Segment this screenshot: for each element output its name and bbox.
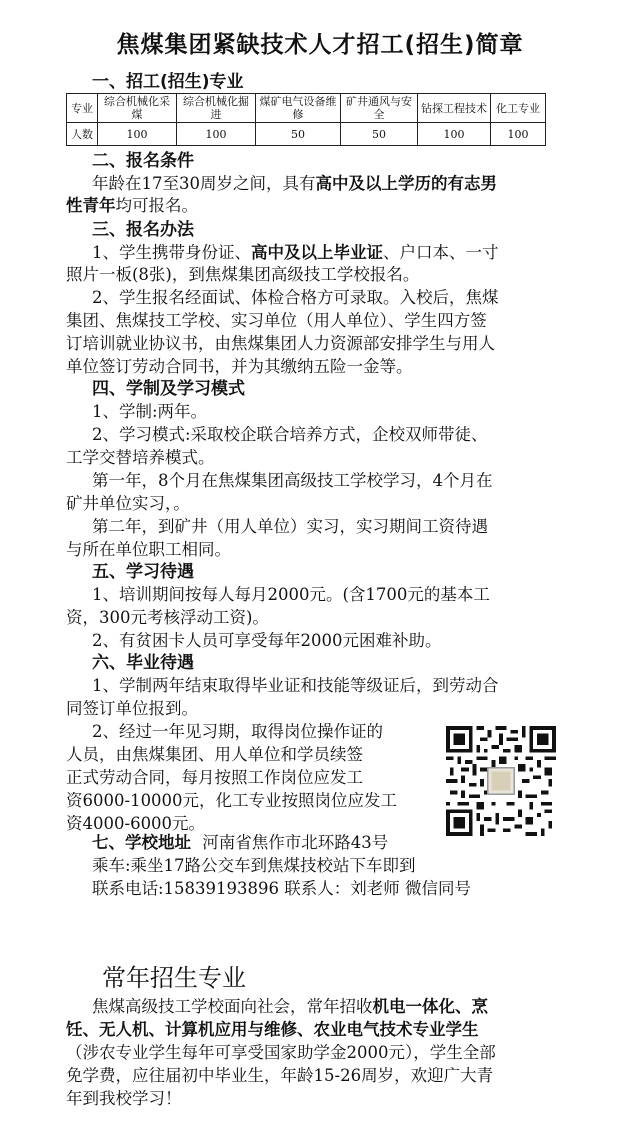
section-6-line: 1、学制两年结束取得毕业证和技能等级证后，到劳动合 xyxy=(92,676,499,695)
section-2-heading: 二、报名条件 xyxy=(92,151,194,171)
text: 1、学生携带身份证、 xyxy=(92,243,251,262)
table-cell: 综合机械化掘进 xyxy=(177,94,256,123)
table-cell: 矿井通风与安全 xyxy=(341,94,418,123)
table-row xyxy=(67,94,546,123)
table-cell: 100 xyxy=(98,123,177,146)
annual-enrollment-heading: 常年招生专业 xyxy=(102,964,246,992)
contact-info: 联系电话:15839193896 联系人：刘老师 微信同号 xyxy=(92,879,472,898)
section-4-line: 矿井单位实习，。 xyxy=(66,494,190,513)
section-6-line: 同签订单位报到。 xyxy=(66,699,198,718)
section-5-line: 1、培训期间按每人每月2000元。(含1700元的基本工 xyxy=(92,585,490,604)
annual-line: 年到我校学习！ xyxy=(66,1089,182,1108)
section-7-heading: 七、学校地址 xyxy=(92,833,191,852)
section-3-line: 2、学生报名经面试、体检合格方可录取。入校后，焦煤 xyxy=(92,288,499,307)
table-cell: 100 xyxy=(177,123,256,146)
table-cell: 100 xyxy=(418,123,491,146)
section-7-line xyxy=(92,832,388,854)
table-cell: 煤矿电气设备维修 xyxy=(256,94,341,123)
section-3-line: 订培训就业协议书，由焦煤集团人力资源部安排学生与用人 xyxy=(66,334,495,353)
annual-line xyxy=(92,996,488,1018)
section-6-line: 资6000-10000元，化工专业按照岗位应发工 xyxy=(66,791,398,810)
table-row-label: 专业 xyxy=(67,94,98,123)
section-3-line: 照片一板(8张)，到焦煤集团高级技工学校报名。 xyxy=(66,265,420,284)
table-cell: 100 xyxy=(491,123,546,146)
section-4-line: 2、学习模式:采取校企联合培养方式，企校双师带徒、 xyxy=(92,425,488,444)
section-4-line: 与所在单位职工相同。 xyxy=(66,540,231,559)
table-cell: 化工专业 xyxy=(491,94,546,123)
text: 焦煤高级技工学校面向社会，常年招收 xyxy=(92,997,373,1016)
section-4-line: 工学交替培养模式。 xyxy=(66,448,215,467)
section-3-line xyxy=(92,242,499,264)
annual-line: （涉农专业学生每年可享受国家助学金2000元），学生全部 xyxy=(66,1043,496,1062)
section-4-heading: 四、学制及学习模式 xyxy=(92,379,245,399)
page-title: 焦煤集团紧缺技术人才招工(招生)简章 xyxy=(116,32,524,58)
bus-info: 乘车:乘坐17路公交车到焦煤技校站下车即到 xyxy=(92,856,416,875)
majors-table xyxy=(66,93,546,146)
annual-line: 免学费，应往届初中毕业生，年龄15-26周岁，欢迎广大青 xyxy=(66,1066,494,1085)
emphasis-text: 高中及以上学历的有志男 xyxy=(315,174,497,193)
emphasis-text: 高中及以上毕业证 xyxy=(251,243,383,262)
text: 、户口本、一寸 xyxy=(383,243,499,262)
section-2-line xyxy=(92,173,497,195)
table-cell: 50 xyxy=(256,123,341,146)
section-6-line: 2、经过一年见习期，取得岗位操作证的 xyxy=(92,722,383,741)
section-6-line: 资4000-6000元。 xyxy=(66,814,206,833)
emphasis-text: 饪、无人机、计算机应用与维修、农业电气技术专业学生 xyxy=(66,1020,479,1039)
table-cell: 综合机械化采煤 xyxy=(98,94,177,123)
school-address: 河南省焦作市北环路43号 xyxy=(202,833,389,852)
section-4-line: 1、学制:两年。 xyxy=(92,402,208,421)
annual-line xyxy=(66,1019,479,1041)
section-3-line: 单位签订劳动合同书，并为其缴纳五险一金等。 xyxy=(66,357,413,376)
table-row-label: 人数 xyxy=(67,123,98,146)
section-3-line: 集团、焦煤技工学校、实习单位（用人单位）、学生四方签 xyxy=(66,311,487,330)
text: 均可报名。 xyxy=(115,196,198,215)
section-6-heading: 六、毕业待遇 xyxy=(92,653,194,673)
section-5-line: 资，300元考核浮动工资)。 xyxy=(66,608,269,627)
table-cell: 50 xyxy=(341,123,418,146)
wechat-qr-code-icon xyxy=(446,726,556,836)
section-4-line: 第一年，8个月在焦煤集团高级技工学校学习，4个月在 xyxy=(92,471,493,490)
emphasis-text: 机电一体化、烹 xyxy=(372,997,488,1016)
table-row xyxy=(67,123,546,146)
section-1-heading: 一、招工(招生)专业 xyxy=(92,72,244,92)
section-4-line: 第二年，到矿井（用人单位）实习，实习期间工资待遇 xyxy=(92,517,488,536)
section-5-line: 2、有贫困卡人员可享受每年2000元困难补助。 xyxy=(92,631,442,650)
section-6-line: 人员，由焦煤集团、用人单位和学员续签 xyxy=(66,745,363,764)
section-2-line xyxy=(66,195,198,217)
section-5-heading: 五、学习待遇 xyxy=(92,562,194,582)
emphasis-text: 性青年 xyxy=(66,196,116,215)
section-3-heading: 三、报名办法 xyxy=(92,220,194,240)
table-cell: 钻探工程技术 xyxy=(418,94,491,123)
text: 年龄在17至30周岁之间，具有 xyxy=(92,174,316,193)
section-6-line: 正式劳动合同，每月按照工作岗位应发工 xyxy=(66,768,363,787)
